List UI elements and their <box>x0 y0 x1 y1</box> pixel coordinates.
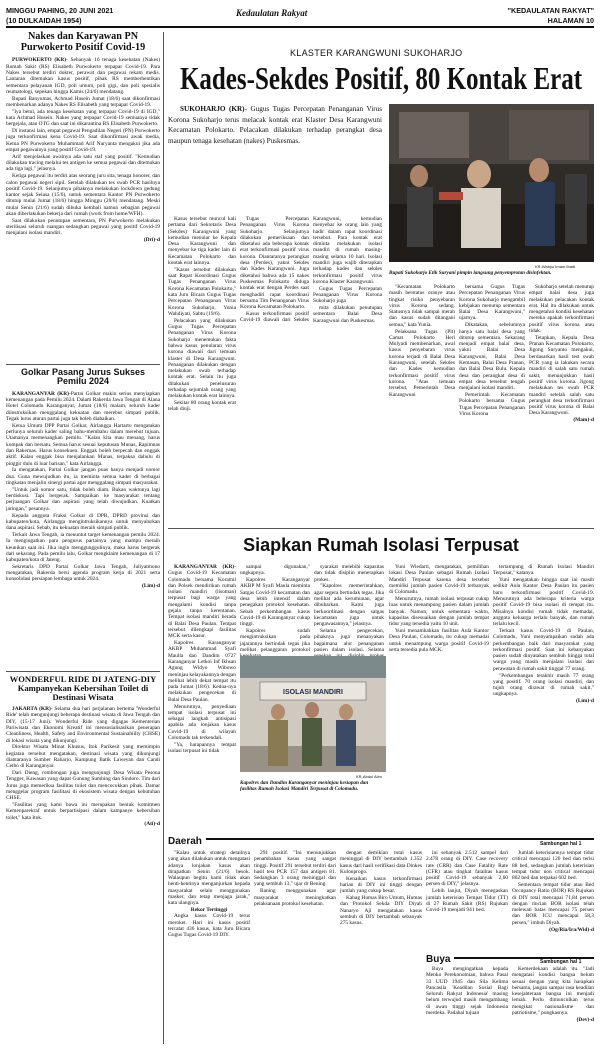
dateline-isolasi: KARANGANYAR (KR) <box>174 564 235 570</box>
daerah-col-5 <box>512 850 594 950</box>
paragraph: Menurutnya, penyediaan tempat isolasi terpusat ini sebagai langkah antisipasi apabila ada lonjakan kasus Covid-19 di wilayah Colomadu tak terkendali. <box>168 703 236 742</box>
photo-image <box>240 656 386 772</box>
paragraph: Kabag Humas Biro Umum, Humas dan Protokol Sekda DIY Diyah Nanaryo Aji mengatakan kasus sembuh di DIY bertambah sebanyak 275 kasus. <box>340 895 422 927</box>
kades-col-4 <box>459 284 525 524</box>
kades-col-1 <box>168 216 236 522</box>
paragraph: Lebih lanjut, Diyah menegaskan jumlah keterisian Tempat Tidur (TT) di 27 Rumah Sakit (RS) Rujukan Covid-19 menjadi 941 bed. <box>426 888 508 914</box>
paragraph: tertampung di Rumah Isolasi Mandiri Terpusat," katanya. <box>493 564 594 577</box>
divider <box>6 364 160 365</box>
paragraph: Kasus terkonfirmasi positif Covid-19 diawali dari Sekdes Karangwuni, kemudian menyebar ke orang lain yang hadir dalam rapat koordinasi tersebut. Para kontak erat diminta melakukan isolasi mandiri di rumah masing-masing selama 10 hari. Isolasi mandiri juga wajib diterapkan terhadap kades dan sekdes terkonfirmasi positif virus korona Klaster Karangwuni. <box>240 216 382 324</box>
paper-name: "KEDAULATAN RAKYAT" <box>507 6 594 15</box>
divider <box>6 671 160 672</box>
paragraph: Dari Dieng, rombongan juga mengunjungi Desa Wisata Pesona Tengger, Kawasan yang dapat Gunung Sumbing dan Sindoro. Tim dari Jurus juga memeriksa fasilitas toilet dan mencocokkan pihak. Damar menggelar program fasilitasi di ekosistem wisata dengan kebutuhan CHSE. <box>6 770 160 802</box>
isolasi-col-5 <box>493 564 594 834</box>
headline-wonderful-ride: WONDERFUL RIDE DI JATENG-DIY Kampanyekan Kebersihan Toilet di Destinasi Wisata <box>9 674 157 703</box>
paragraph: Sekitar 80 orang kontak erat telah diuji. <box>168 400 236 413</box>
byline: (Og/Ria/Ira/Wid)-d <box>549 926 594 933</box>
paragraph: -Partai Golkar makin serius menyiapkan kemenangan pada Pemilu 2024. Dalam Rakerda Jawa Tengah di Alana Hotel Colomadu Karanganyar, Jumat (18/6) malam, seluruh kader diinstruksikan menggalang kekuatan dan merebut simpati publik. Tegak lurus aturan partai juga tak boleh diabaikan. <box>6 390 160 423</box>
paragraph: Direktur Wisata Minat Khusus, Itok Parikesit yang memimpin kegiatan tersebut mengatakan, destinasi wisata yang dikunjungi diantaranya Sumber Raharjo, Kampung Batik Laweyan dan Candi Cetho di Karanganyar. <box>6 744 160 770</box>
byline: (Dri)-d <box>143 237 160 244</box>
paragraph: "Kecamatan Polokarto masih berstatus oranye atau tingkat risiko penyebaran virus Korona sedang. Statusnya tidak sampai merah dan kasus sudah ditangani semua," kata Yunia. <box>389 284 455 328</box>
daerah-col-1 <box>168 850 250 1045</box>
photo-caption: Bupati Sukoharjo Etik Suryani pimpin langsung penyemprotan disinfektan. <box>389 270 552 276</box>
header-right <box>508 6 594 26</box>
header-dateline <box>6 6 113 26</box>
header-rule <box>6 26 594 28</box>
daerah-col-4 <box>426 850 508 950</box>
kades-col-3 <box>389 284 455 524</box>
masthead: Kedaulatan Rakyat <box>236 8 308 18</box>
paragraph: Sementara tempat tidur atau Bed Occupancy Ratio (BOR) RS Rujukan di DIY total mencapai 71,84 persen dengan rincian BOR isolasi telah melewati batas mencapai 75 persen dan BOR ICU mencapai 58,3 persen," imbuh Diyah. <box>512 881 594 926</box>
header-date: MINGGU PAHING, 20 JUNI 2021 <box>6 6 114 15</box>
paragraph: Di instansi lain, empat pegawai Pengadilan Negeri (PN) Purwokerto juga terkonfirmasi kena Covid-19. Saat dikonfirmasi awak media, Ketua PN Purwokerto Muhammad Arif Nuryanta mengakui jika ada empat pegawainya yang positif Covid-19. <box>6 128 160 154</box>
paragraph: Kenaikan kasus terkonfirmasi harian di DIY ini tinggi dengan jumlah yang cukup besar. <box>340 875 422 895</box>
paragraph: dengan demikian total kasus meninggal di DIY bertambah 1.352 kasus dari hasil verifikasi data Dinkes Kulonprogo. <box>340 850 422 875</box>
byline: (Dev)-d <box>576 1016 594 1023</box>
section-label-buya: Buya <box>426 954 454 965</box>
paragraph: Kepada anggota Fraksi Golkar di DPR, DPRD provinsi dan kabupaten/kota, Airlangga mengintruksikannya untuk menyalurkan dana aspirasi. Sebab, itu kekuatan meraih simpati publik. <box>6 512 160 532</box>
paragraph: Ketua Umum DPP Partai Golkar, Airlangga Hartarto mengatakan perlunya seluruh kader saling bahu-membahu dalam merebut tujuan. Utamanya memenangkan pemilu. "Kalau kita mau menang, harus kompak dan bersatu. Semua harus sesuai keputusan Munas, Rapimnas dan Rakernas. Harus konsekuen. Enggak boleh berpecah dan enggak aktif. Kalau enggak bisa menjalankan Munas, terpaksa dahulu di pinggir dulu di luar barisan," kata Airlangga. <box>6 422 160 467</box>
divider <box>168 528 594 529</box>
paragraph: "Perkembangan terakhir masih 77 orang yang positif. 70 orang isolasi mandiri, dan tujuh orang dirawat di rumah sakit," ungkapnya. <box>493 672 594 698</box>
paragraph: Menurutnya, rumah isolasi terpusat cukup luas untuk menampung pasien dalam jumlah banyak. Namun, untuk sementara waktu, kapasitas disesuaikan dengan jumlah tempat tidur yang tersedia yaitu 10 unit. <box>389 595 489 628</box>
paragraph: Sekretaris DPD Partai Golkar Jawa Tengah, Juliyatmono mengatakan, Rakerda bersi agenda program kerja di 2021 serta konsolidasi persiapan lembaga untuk 2024. <box>6 563 160 583</box>
lead-paragraph: - Gugus Tugas Percepatan Penanganan Virus Korona Sukoharjo terus melacak kontak erat Klaster Desa Karangwuni Kecamatan Polokarto. Pelacakan dilakukan terhadap perangkat desa maupun tenaga kesehatan (nakes) Puskesmas. <box>168 105 382 145</box>
paragraph: Baning menggunakan agar masyarakat meningkatkan pelaksanaan protokol kesehatan. <box>254 888 336 907</box>
daerah-col-2 <box>254 850 336 1045</box>
article-nakes <box>6 32 160 362</box>
continued-from: Sambungan hal 1 <box>540 959 582 965</box>
paragraph: Kapolres Karanganyar AKBP Muhammad Syafi Maulla dan Dandim 0727 Karanganyar Letkol Inf Ikhsan Agung Widyo Wibowo meninjau kelayakannya dengan melihat lebih dekat tempat itu pada Jumat (18/6). Kedua-nya melakukan pengecekan di Balai Desa Paulan. <box>168 640 236 703</box>
byline: (Ati)-d <box>144 821 160 828</box>
paragraph: Tugas Percepatan Penanganan Virus Korona Sukoharjo. Selanjutnya dilakukan pemeriksaan dan diketahui ada beberapa kontak erat terkonfirmasi positif virus korona. Diantaranya perangkat desa (Perdes), yakni Sekdes dan Kades Karangwuni. Juga diketahui bahwa ada 15 nakes Puskesmas Polokarto diduga kontak erat dengan Perdes saat menghadiri rapat koordinasi bersama Tim Penanganan Virus Korona Kecamatan Polokarto. <box>240 216 309 311</box>
paragraph: - Sebanyak 16 tenaga kesehatan (Nakes) Rumah Sakit (RS) Elisabeth Purwokerto terpapar Covid-19. Para Nakes tersebut terdiri dokter, perawat dan pegawai rekam medis. Lantaran ditemukan kasus positif, pihak RS memberhentikan sementara pelayanan IGD, poli umum, poli gigi, dan poli spesialis reumatologi, sepekan hingga Kamis (24/6) mendatang. <box>6 57 160 95</box>
paragraph: Bupati Banyumas, Achmad Husein Jumat (18/6) saat dikonfirmasi membenarkan adanya Nakes RS Elisabeth yang terpapar Covid-19. <box>6 95 160 108</box>
paragraph: Tetapkan, Kepala Desa Pranan Kecamatan Polokarto, Jigong Suryanto mengakui, berdasarkan hasil test swab PCR yang ia lakukan secara mandiri di salah satu rumah sakit, menunjukkan hasil positif virus korona. Jigong melakukan tes swab PCR mandiri setelah salah satu perangkat desa terkonfirmasi positif virus korona di Balai Desa Karangwuni. <box>529 334 594 417</box>
paragraph: Kapolres sudah mengintruksikan pada jajarannya bertindak tegas jika melihat pelanggaran protokol <box>240 627 310 653</box>
paragraph: Buya mengingatkan kepada Menko Perekonomian, bahwa Pasal 33 UUD 1945 dan Sila Kelima Pancasila 'Keadilan Sosial Bagi Seluruh Rakyat Indonesia' masing belum terwujud masih mengambang di awan tinggi sejak Indonesia merdeka. Padahal tujuan <box>426 966 508 1017</box>
photo-image <box>389 104 594 262</box>
headline-isolasi: Siapkan Rumah Isolasi Terpusat <box>243 535 519 555</box>
dateline-nakes: PURWOKERTO (KR) <box>12 57 67 64</box>
dateline-kades: SUKOHARJO (KR) <box>180 105 245 113</box>
paragraph: Selama pengecekan, pihaknya juga menanyakan bagaimana alur penanganan pasien dalam isolasi. Selama <box>314 627 384 653</box>
paragraph: Terkait Jawa Tengah, ia menuntut target kemenangan pemilu 2024. Ia mengingatkan para pengurus partainya yang mampu meraih keunikan saat ini. Jika ingin menggunggulinya, maka harus bergerak dari sekarang. Pada pemilu lalu, Golkar mengklaim kemenangan di 17 kabupaten/kota di Jateng. <box>6 531 160 564</box>
photo-credit: KR-Wahyu Imam Ibadi <box>535 264 576 269</box>
continued-from: Sambungan hal 1 <box>540 841 582 847</box>
paragraph: "Kasus tersebut dilakukan saat Rapat Koordinasi Gugus Tugas Penanganan Virus Korona Kecamatan Polokarto," kata Juru Bicara Gugus Tugas Percepatan Penanganan Virus Korona Sukoharjo, Yunia Wahdiyati, Sabtu (19/6). <box>168 266 236 317</box>
photo-isolation-center <box>240 656 386 772</box>
photo-caption: Kapolres dan Dandim Karanganyar meninjau kesiapan dan fasilitas Rumah Isolasi Mandiri Terpusat di Colomadu. <box>240 780 369 793</box>
paragraph: -Gugus Covid-19 Kecamatan Colomadu bersama Koramil dan Polsek mendirikan rumah isolasi mandiri (lisoman) terpusat bagi warga yang mengalami kondisi tanpa gejala tanpa kerentanan. Tempat isolasi mandiri berada di Balai Desa Paulan. Tempat tersebut dilengkapi fasilitas MCK serta kasur. <box>168 564 236 640</box>
paragraph: - Selama dua hari perjalanan bertema 'Wonderful Ride' telah mengunjungi beberapa destinasi wisata di Jawa Tengah dan DIY, (15-17 Juni). Wonderful Ride yang digagas Kementerian Pariwisata dan Ekonomi Kreatif ini mensosialisasikan penerapan Cleanliness, Health, Safety and Environmental Sustainability (CHSE) di lokasi wisata yang dikunjungi. <box>6 706 160 744</box>
byline: (Lim)-d <box>576 698 594 705</box>
paragraph: sampai digunakan," ungkapnya. <box>240 564 310 577</box>
paragraph: Kemerdekaan adalah itu. "Jadi mengatasi kondisi bangsa belum sesuai dengan yang kita harapkan bersama, jangan sampai rasa keadilan kesejahteraan bangsa ini menjadi lemah. Perlu dimunculkan terus mengikat nasionalisme dan patriotisme," pungkasnya. <box>512 966 594 1017</box>
article-wonderful-ride <box>6 675 160 1043</box>
headline-nakes: Nakes dan Karyawan PN Purwokerto Positif Covid-19 <box>20 31 146 53</box>
paragraph: Ketiga pegawai itu terdiri atas seorang juru sita, tenaga honorer, dan calon pegawai negeri sipil. Setelah dilakukan tes swab PCR hasilnya positif Covid-19. Selanjutnya pihaknya melakukan lockdown gedung kantor sejak Selasa (15/6), untuk sementara Kantor PN Purwokerto ditutup mulai Jumat (18/6) hingga Minggu (20/6) mendatang. Meski mulai Senin (21/6) sudah dibuka kembali namun sebagian pegawai akan diberlakukan bekerja dari rumah (work from home/WFH). <box>6 173 160 218</box>
paragraph: Sukoharjo setelah menutup empat balai desa juga melakukan pelacakan kontak erat. Hal itu dilakukan untuk mengetahui kondisi kesehatan mereka apakah terkonfirmasi positif virus korona atau tidak. <box>529 284 594 335</box>
isolasi-col-3 <box>314 564 384 654</box>
buya-col-2 <box>512 966 594 1046</box>
section-label-daerah: Daerah <box>168 836 206 847</box>
subhead: Rekor Tertinggi <box>190 907 228 914</box>
paragraph: "Kalau untuk strategi detailnya yang akan dilakukan untuk mengatasi adanya lonjakan kasus akan dirapatkan Senin (21/6) besok. Walaupun begitu kami tidak akan henti-hentinya menganjurkan kepada masyarakat selalu menggunakan masker, dan tetap menjaga jarak," kata ulangnya. <box>168 850 250 907</box>
paragraph: "Fasilitas yang kami bawa ini merupakan bentuk komitmen Kemenparekraf untuk berpartisipasi dalam kampanye kebersihan toilet," kata Itok. <box>6 802 160 821</box>
paragraph: Yuni menambahkan fasilitas Aula Kantor Desa Paulan, Colomadu, itu cukup memadai untuk menampung warga positif Covid-19 serta tersedia pula MCK. <box>389 627 489 653</box>
kades-lead <box>168 104 382 214</box>
isolation-banner: ISOLASI MANDIRI <box>283 689 343 696</box>
paragraph: Pemerintah Kecamatan Polokarto bersama Gugus Tugas Percepatan Penanganan Virus Korona <box>459 392 525 417</box>
paragraph: Saat dilakukan penutupan sementara, PN Purwokerto melakukan sterilisasi seluruh ruangan sedangkan pegawai yang positif Covid-19 menjalani isolasi mandiri. <box>6 217 160 237</box>
paragraph: Dikatakan, sebelumnya hanya satu balai desa yang ditutup sementara. Sekarang menjadi empat balai desa, yakni Balai Desa Karangwuni, Balai Desa Kemasan, Balai Desa Pranan, dan Balai Desa Bulu. Kepala desa dan perangkat desa di empat desa tersebut tengah menjalani isolasi mandiri. <box>459 322 525 392</box>
paragraph: ini sebanyak 2.512 sampel dari 2.478 orang di DIY. Case recovery rate (CRR) dan Case Fatality Rate (CFR) atau tingkat fatalitas kasus positif Covid-19 sebanyak 2,60 persen di DIY," jelasnya. <box>426 850 508 888</box>
daerah-col-3 <box>340 850 422 1045</box>
article-golkar <box>6 368 160 668</box>
isolasi-col-4 <box>389 564 489 834</box>
paragraph: "Kapolres memerintahkan, agar segera bertindak tegas. Jika melihat ada kerumunan, agar dibubarkan. Kami juga berkoordinasi dengan satgas kecamatan juga untuk pengawasannya," jelasnya. <box>314 583 384 628</box>
paragraph: Pelaksana Tugas (Plt) Camat Polokarto Heri Mulyadi membenarkan, awal kasus penyebaran virus korona terjadi di Balai Desa Karangwuni, setelah Sekdes dan Kades kemudian terkonfirmasi positif virus korona. "Atas temuan tersebut, Pemerintah Desa Karangwuni <box>389 328 455 398</box>
kades-col-2 <box>240 216 382 522</box>
paragraph: Terkait kasus Covid-19 di Paulan, Colomadu, Yuni menyampaikan sudah ada perkembangan baik dari masyarakat yang terkonfirmasi positif. Saat ini kebanyakan pasien sudah dinyatakan sembuh hingga total warga yang masih menjalani isolasi dan perawatan di rumah sakit tinggal 77 orang. <box>493 627 594 672</box>
paragraph: Gugus Tugas Percepatan Penanganan Virus Korona Sukoharjo juga <box>313 285 382 305</box>
paragraph: Angka kasus Covid-19 terus meroket. Hari ini kasus positif tercatat 436 kasus, kata Juru Bicara Gugus Tugas Covid-19 DIY. <box>168 913 250 939</box>
photo-disinfection <box>389 104 594 262</box>
dateline-wonderful: JAKARTA (KR) <box>12 706 51 713</box>
dateline-golkar: KARANGANYAR (KR) <box>12 390 69 397</box>
paragraph: Arif menjelaskan awalnya ada satu staf yang positif. "Kemudian dilakukan tracing melalui tes antigen ke semua pegawai dan ditemukan ada tiga lagi," jelasnya. <box>6 153 160 173</box>
headline-golkar: Golkar Pasang Jurus Sukses Pemilu 2024 <box>20 367 146 387</box>
paragraph: 291 positif. "Ini menunjukkan penambahan kasus yang sangat tinggi. Positif 291 tersebut terdiri dari hasil test PCR 157 dan antigen 81. Sedangkan 3 orang meninggal dan yang sembuh 13," ujar dr Bening. <box>254 850 336 888</box>
paragraph: Kasus tersebut muncul kali pertama dari Sekretaris Desa (Sekdes) Karangwuni yang kemudian menular ke Kepala Desa Karangwuni dan menyebar ke tiga kader lain di Kecamatan Polokarto dan kontak erat lainnya. <box>168 216 236 267</box>
buya-col-1 <box>426 966 508 1046</box>
paragraph: Ia mengatakan, Partai Golkar jangan puas hanya menjadi nomor dua. Guna mewujudkan itu, ia meminta semua kader di berbagai tingkatan menjalin sinergi partai agar menggalang simpati masyarakat. <box>6 467 160 487</box>
paragraph: Kapolres Karanganyar AKBP M Syafi Maula meminta Satgas Covid-19 kecamatan dan desa lebih intensif dalam penegakan protokol kesehatan. Sebab perkembangan kasus Covid-19 di Karanganyar cukup tinggi. <box>240 577 310 628</box>
paragraph: Pelacakan yang dilakukan Gugus Tugas Percepatan Penanganan Virus Korona Sukoharjo menemukan fakta bahwa kasus penularan virus korona diawali dari temuan klaster di Desa Karangwuni. Penanganan dilakukan dengan melakukan swab terhadap kontak erat. Selain itu juga dilakukan penelusuran terhadap sejumlah orang yang melakukan kontak erat lainnya. <box>168 317 236 400</box>
photo-credit: KR-Abdul Alim <box>356 774 382 779</box>
isolasi-col-1 <box>168 564 236 840</box>
header-hijri-date: (10 DULKAIDAH 1954) <box>6 16 82 25</box>
paragraph: bersama Gugus Tugas Percepatan Penanganan Virus Korona Sukoharjo mengambil kebijakan menutup sementara Balai Desa Karangwuni," ujarnya. <box>459 284 525 322</box>
page-number: HALAMAN 10 <box>547 16 594 25</box>
byline: (Mam)-d <box>573 417 594 424</box>
divider <box>168 838 594 840</box>
paragraph: Yuni mengatakan hingga saat ini masih sedikit Aula Kantor Desa Paulan itu pasien baru terkonfirmasi positif Covid-19. Menurutnya ada beberapa kriteria warga positif Covid-19 bisa isolasi di tempat itu. Misalnya kondisi rumah tidak memadai, anggota keluarga terlalu banyak, dan rumah terlalu kecil. <box>493 577 594 628</box>
paragraph: "Ya, harapannya tempat isolasi terpusat ini tidak <box>168 741 236 755</box>
paragraph: syarakat melebihi kapasitas dan tidak disiplin menerapkan prokes. <box>314 564 384 583</box>
paragraph: "Iya betul, ada tenaga kesehatan yang terpapar Covid-19 di IGD," kata Achmad Husein. Nakes yang terpapar Covid-19 semuanya tidak bergejala, atau OTG dan saat ini dikarantina RS Elisabeth Purwokerto. <box>6 108 160 128</box>
headline-kades: Kades-Sekdes Positif, 80 Kontak Erat <box>179 62 583 97</box>
column-divider <box>163 32 164 1044</box>
isolasi-col-2 <box>240 564 310 654</box>
kicker-kades: KLASTER KARANGWUNI SUKOHARJO <box>290 48 463 58</box>
paragraph: Jumlah keterisiannya tempat tidur critical mencapai 120 bed dan terisi 88 bed, sedangkan jumlah keterisian tempat tidur non critical mencapai 802 bed dan terpakai 602 bed. <box>512 850 594 882</box>
kades-col-5 <box>529 284 594 524</box>
paragraph: mita dilakukan penutupan sementara Balai Desa Karangwuni dan Puskesmas. <box>313 305 382 324</box>
paragraph: "Untuk jadi nomor satu, tidak boleh diam. Bukan waktunya lagi berdiskusi. Tapi bergerak. Sampaikan ke masyarakat tentang perjuangan Golkar dan aspirasi yang telah diwujudkan. Kuatkan jaringan," pesannya. <box>6 486 160 512</box>
paragraph: Yuni Wiedarti, mengatakan, pemilihan lokasi Desa Paulan sebagai Rumah Isolasi Mandiri Terpusat karena desa tersebut memiliki jumlah pasien Covid-19 terbanyak di Colomadu. <box>389 564 489 596</box>
byline: (Lim)-d <box>142 583 160 590</box>
